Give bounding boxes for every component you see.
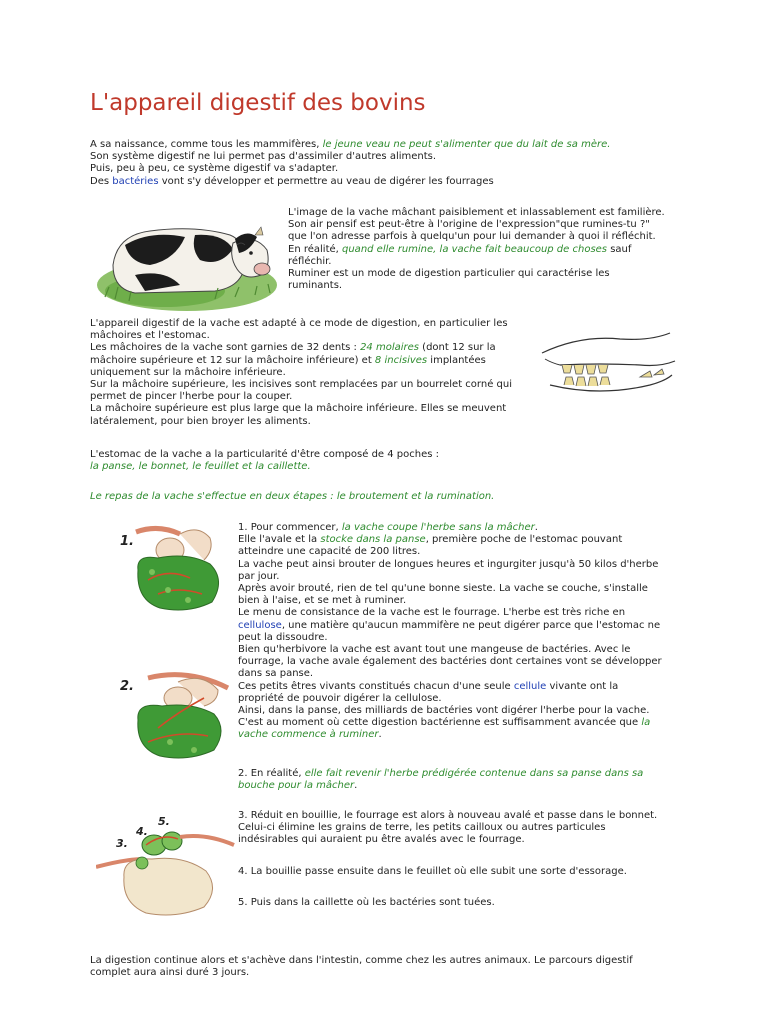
text-span: 2. En réalité, [238,768,305,779]
step-2-text [238,768,688,792]
intro-highlight: le jeune veau ne peut s'alimenter que du lait de sa mère. [322,139,611,150]
text-highlight: vache commence à ruminer [238,729,379,741]
intro-text: A sa naissance, comme tous les mammifères, [90,139,323,150]
text-line: L'image de la vache mâchant paisiblement et inlassablement est familière. [288,207,665,218]
text-line: ruminants. [288,280,343,292]
text-line: 3. Réduit en bouillie, le fourrage est alors à nouveau avalé et passe dans le bonnet. [238,810,658,821]
diagram-label-1: 1. [120,534,134,549]
text-span: Elle l'avale et la [238,534,321,546]
step-1-text [238,522,688,742]
text-line: Après avoir brouté, rien de tel qu'une bonne sieste. La vache se couche, s'installe [238,583,648,595]
text-highlight: 24 molaires [360,342,419,354]
stomach-parts: la panse, le bonnet, le feuillet et la caillette. [90,461,311,473]
text-line: Son air pensif est peut-être à l'origine de l'expression"que rumines-tu ?" [288,219,650,231]
step-4-text: 4. La bouillie passe ensuite dans le feuillet où elle subit une sorte d'essorage. [238,866,627,877]
text-line: latéralement, pour bien broyer les aliments. [90,415,311,427]
text-highlight: la [641,717,651,729]
text-line: atteindre une capacité de 200 litres. [238,546,421,558]
text-line: L'estomac de la vache a la particularité d'être composé de 4 poches : [90,449,439,460]
step-5-text: 5. Puis dans la caillette où les bactéries sont tuées. [238,897,495,908]
text-line: La digestion continue alors et s'achève dans l'intestin, comme chez les autres animaux. Le parcours digestif [90,955,633,966]
text-span: . [534,522,538,533]
page-title: L'appareil digestif des bovins [90,90,426,116]
step-3-text [238,810,698,847]
text-span: 1. Pour commencer, [238,522,342,533]
text-highlight: quand elle rumine, la vache fait beaucoup de choses [342,243,608,255]
text-line: fourrage, la vache avale également des bactéries dont certaines vont se développer [238,656,662,668]
text-line: Celui-ci élimine les grains de terre, les petits cailloux ou autres particules [238,822,606,834]
text-span: (dont 12 sur la [418,342,496,354]
text-span: implantées [427,354,486,366]
text-line: permet de pincer l'herbe pour la couper. [90,391,293,403]
diagram-label-4: 4. [136,825,148,838]
jaw-paragraph [90,318,535,428]
text-highlight: elle fait revenir l'herbe prédigérée contenue dans sa panse dans sa [304,768,644,779]
intro-paragraph [90,139,690,188]
text-line: dans sa panse. [238,668,314,680]
diagram-label-3: 3. [116,837,128,850]
text-span: C'est au moment où cette digestion bactérienne est suffisamment avancée que [238,717,642,729]
stomach-paragraph [90,449,590,473]
diagram-step-1 [118,520,230,615]
text-span: . [378,729,382,741]
text-span: vivante ont la [546,680,619,692]
diagram-label-5: 5. [158,815,170,828]
text-span: Les mâchoires de la vache sont garnies de 32 dents : [90,342,361,354]
text-line: La vache peut ainsi brouter de longues heures et ingurgiter jusqu'à 50 kilos d'herbe [238,558,659,570]
text-line: Ruminer est un mode de digestion particulier qui caractérise les [288,268,610,280]
text-line: par jour. [238,570,280,582]
text-span: Ces petits êtres vivants constitués chacun d'une seule [238,680,514,692]
conclusion-paragraph [90,955,690,979]
diagram-step-2 [118,668,233,763]
meal-sentence: Le repas de la vache s'effectue en deux étapes : le broutement et la rumination. [90,491,495,502]
rumination-paragraph [288,207,683,292]
text-span: En réalité, [288,243,342,255]
text-line: Le menu de consistance de la vache est le fourrage. L'herbe est très riche en [238,607,626,619]
text-highlight: stocke dans la panse [320,534,426,546]
text-span: mâchoire supérieure et 12 sur la mâchoire inférieure) et [90,354,375,366]
text-line: Ainsi, dans la panse, des milliards de bactéries vont digérer l'herbe pour la vache. [238,705,650,717]
text-line: mâchoires et l'estomac. [90,330,210,342]
bacteries-link[interactable]: bactéries [112,175,159,187]
text-line: propriété de pouvoir digérer la cellulose. [238,692,442,704]
text-line: Bien qu'herbivore la vache est avant tout une mangeuse de bactéries. Avec le [238,644,631,656]
text-line: complet aura ainsi duré 3 jours. [90,967,250,979]
text-line: bien à l'aise, et se met à ruminer. [238,595,407,607]
text-highlight: 8 incisives [374,354,428,366]
intro-line: Son système digestif ne lui permet pas d'assimiler d'autres aliments. [90,151,437,163]
text-span: , une matière qu'aucun mammifère ne peut digérer parce que l'estomac ne [281,619,661,631]
text-span: sauf [607,243,632,255]
text-highlight: bouche pour la mâcher [238,780,355,792]
text-line: que l'on adresse parfois à quelqu'un pour lui demander à quoi il réfléchit. [288,231,656,243]
jaw-image [540,325,685,405]
cellule-link[interactable]: cellule [513,680,547,692]
cellulose-link[interactable]: cellulose [238,619,282,631]
diagram-step-3-5 [96,815,236,920]
text-line: Sur la mâchoire supérieure, les incisives sont remplacées par un bourrelet corné qui [90,379,512,391]
text-line: L'appareil digestif de la vache est adapté à ce mode de digestion, en particulier les [90,318,508,329]
diagram-label-2: 2. [120,679,134,694]
cow-image [95,205,280,312]
text-highlight: la vache coupe l'herbe sans la mâcher [341,522,535,533]
text-line: peut la dissoudre. [238,631,328,643]
text-span: , première poche de l'estomac pouvant [425,534,623,546]
text-line: indésirables qui auraient pu être avalés avec le fourrage. [238,834,525,846]
text-line: réfléchir. [288,255,332,267]
text-line: uniquement sur la mâchoire inférieure. [90,366,286,378]
intro-text: Des [90,175,113,187]
text-span: . [354,780,358,792]
intro-text: vont s'y développer et permettre au veau de digérer les fourrages [158,175,494,187]
intro-line: Puis, peu à peu, ce système digestif va s'adapter. [90,163,339,175]
text-line: La mâchoire supérieure est plus large que la mâchoire inférieure. Elles se meuvent [90,403,507,415]
